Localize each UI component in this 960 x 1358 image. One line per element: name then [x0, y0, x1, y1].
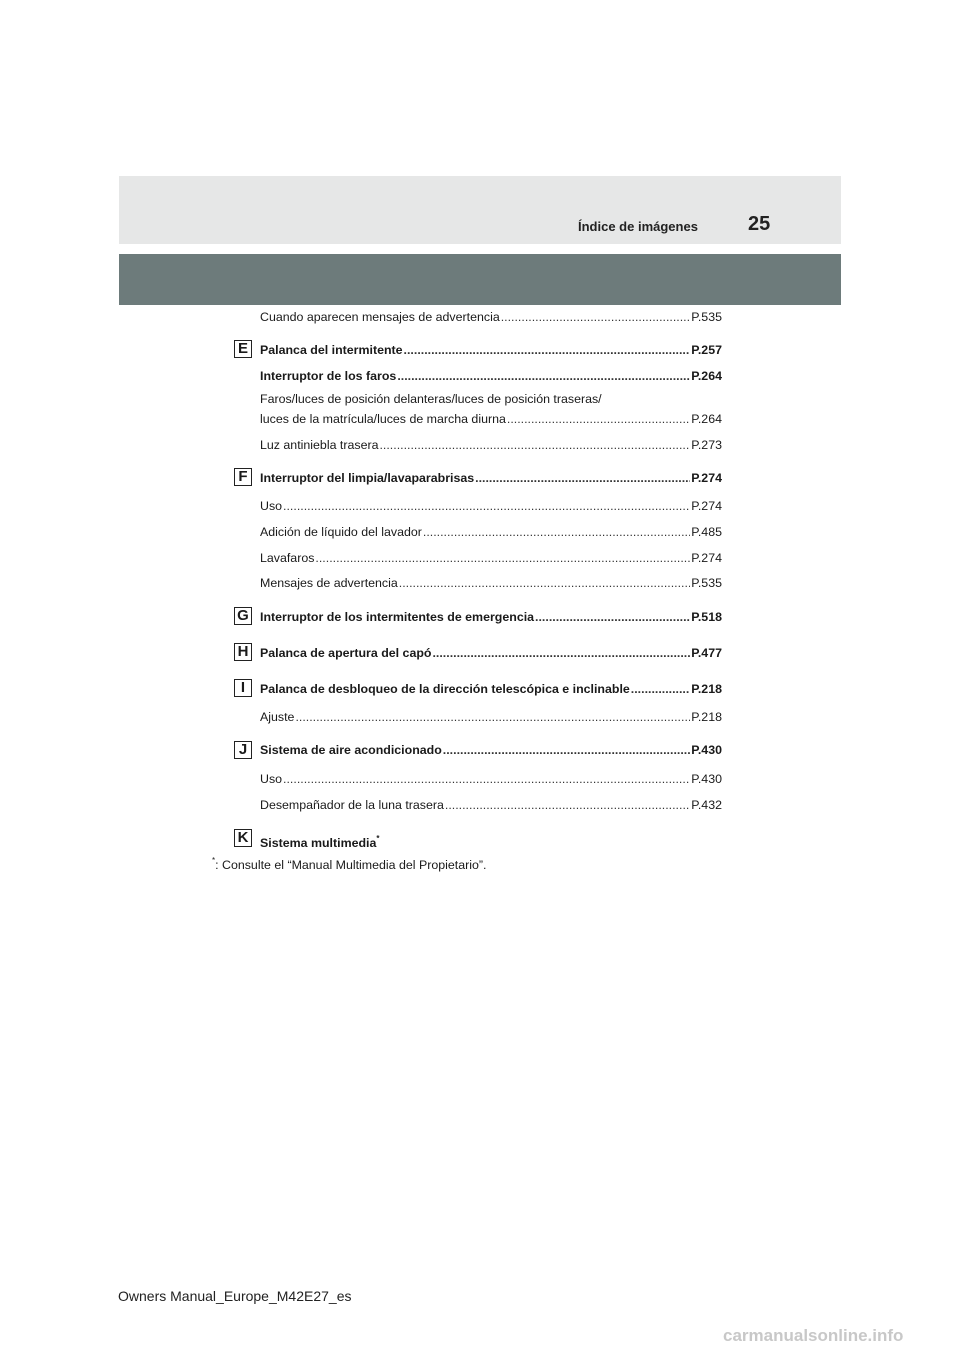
index-entry-heading: [260, 610, 722, 625]
leader-dots: [445, 798, 690, 813]
index-entry: [260, 310, 722, 325]
entry-page-ref: P.535: [691, 576, 722, 590]
index-entry-heading: [260, 682, 722, 697]
index-entry: [260, 499, 722, 514]
header-dark-band: [119, 254, 841, 305]
badge-f: F: [234, 468, 252, 486]
entry-label: Luz antiniebla trasera: [260, 438, 379, 452]
entry-page-ref: P.218: [691, 710, 722, 724]
badge-i: I: [234, 679, 252, 697]
entry-label-line1: Faros/luces de posición delanteras/luces de posición traseras/: [260, 392, 602, 406]
badge-g: G: [234, 607, 252, 625]
leader-dots: [535, 610, 690, 625]
entry-page-ref: P.273: [691, 438, 722, 452]
index-entry: [260, 412, 722, 427]
entry-label: Palanca de desbloqueo de la dirección telescópica e inclinable: [260, 682, 630, 696]
footnote: [212, 856, 486, 872]
entry-page-ref: P.274: [691, 471, 722, 485]
leader-dots: [379, 438, 690, 453]
entry-label: Lavafaros: [260, 551, 315, 565]
entry-page-ref: P.264: [691, 412, 722, 426]
leader-dots: [295, 710, 690, 725]
index-entry-heading: [260, 369, 722, 384]
entry-label: Adición de líquido del lavador: [260, 525, 422, 539]
badge-h: H: [234, 643, 252, 661]
entry-label: [260, 831, 380, 851]
badge-e: E: [234, 340, 252, 358]
leader-dots: [631, 682, 690, 697]
entry-page-ref: P.430: [691, 772, 722, 786]
index-entry-heading: [260, 831, 722, 851]
entry-label: Interruptor del limpia/lavaparabrisas: [260, 471, 475, 485]
entry-label: Palanca del intermitente: [260, 343, 403, 357]
entry-label: Desempañador de la luna trasera: [260, 798, 444, 812]
footer-doc-id: Owners Manual_Europe_M42E27_es: [118, 1288, 352, 1304]
leader-dots: [397, 369, 690, 384]
section-title: Índice de imágenes: [578, 219, 698, 234]
entry-label-text: Sistema multimedia: [260, 836, 377, 850]
entry-page-ref: P.274: [691, 551, 722, 565]
footnote-mark: *: [212, 856, 216, 865]
leader-dots: [399, 576, 690, 591]
entry-label: Uso: [260, 772, 283, 786]
page-number: 25: [748, 213, 771, 235]
footnote-mark: *: [376, 834, 380, 843]
entry-label: Sistema de aire acondicionado: [260, 743, 442, 757]
index-entry: [260, 551, 722, 566]
entry-page-ref: P.432: [691, 798, 722, 812]
badge-j: J: [234, 741, 252, 759]
leader-dots: [475, 471, 690, 486]
entry-page-ref: P.485: [691, 525, 722, 539]
entry-page-ref: P.477: [691, 646, 722, 660]
entry-page-ref: P.218: [691, 682, 722, 696]
badge-k: K: [234, 829, 252, 847]
leader-dots: [315, 551, 690, 566]
entry-page-ref: P.257: [691, 343, 722, 357]
watermark: carmanualsonline.info: [723, 1326, 904, 1345]
index-entry-heading: [260, 743, 722, 758]
entry-label: Mensajes de advertencia: [260, 576, 398, 590]
leader-dots: [404, 343, 691, 358]
leader-dots: [507, 412, 690, 427]
index-entry: [260, 798, 722, 813]
index-entry: [260, 772, 722, 787]
entry-label: Palanca de apertura del capó: [260, 646, 432, 660]
index-entry: [260, 710, 722, 725]
leader-dots: [501, 310, 690, 325]
entry-page-ref: P.274: [691, 499, 722, 513]
entry-label: Cuando aparecen mensajes de advertencia: [260, 310, 500, 324]
entry-label: Interruptor de los faros: [260, 369, 397, 383]
entry-page-ref: P.518: [691, 610, 722, 624]
entry-page-ref: P.430: [691, 743, 722, 757]
entry-page-ref: P.264: [691, 369, 722, 383]
index-entry-heading: [260, 646, 722, 661]
entry-page-ref: P.535: [691, 310, 722, 324]
header-band: [119, 176, 841, 244]
entry-label: Uso: [260, 499, 283, 513]
index-entry: [260, 576, 722, 591]
leader-dots: [283, 499, 690, 514]
leader-dots: [283, 772, 690, 787]
leader-dots: [443, 743, 690, 758]
index-entry: [260, 438, 722, 453]
leader-dots: [432, 646, 690, 661]
index-entry-heading: [260, 343, 722, 358]
index-entry-heading: [260, 471, 722, 486]
entry-label: Interruptor de los intermitentes de emergencia: [260, 610, 535, 624]
leader-dots: [423, 525, 690, 540]
entry-label: Ajuste: [260, 710, 295, 724]
index-entry: [260, 525, 722, 540]
footnote-text: : Consulte el “Manual Multimedia del Propietario”.: [215, 858, 487, 872]
entry-label: luces de la matrícula/luces de marcha diurna: [260, 412, 506, 426]
